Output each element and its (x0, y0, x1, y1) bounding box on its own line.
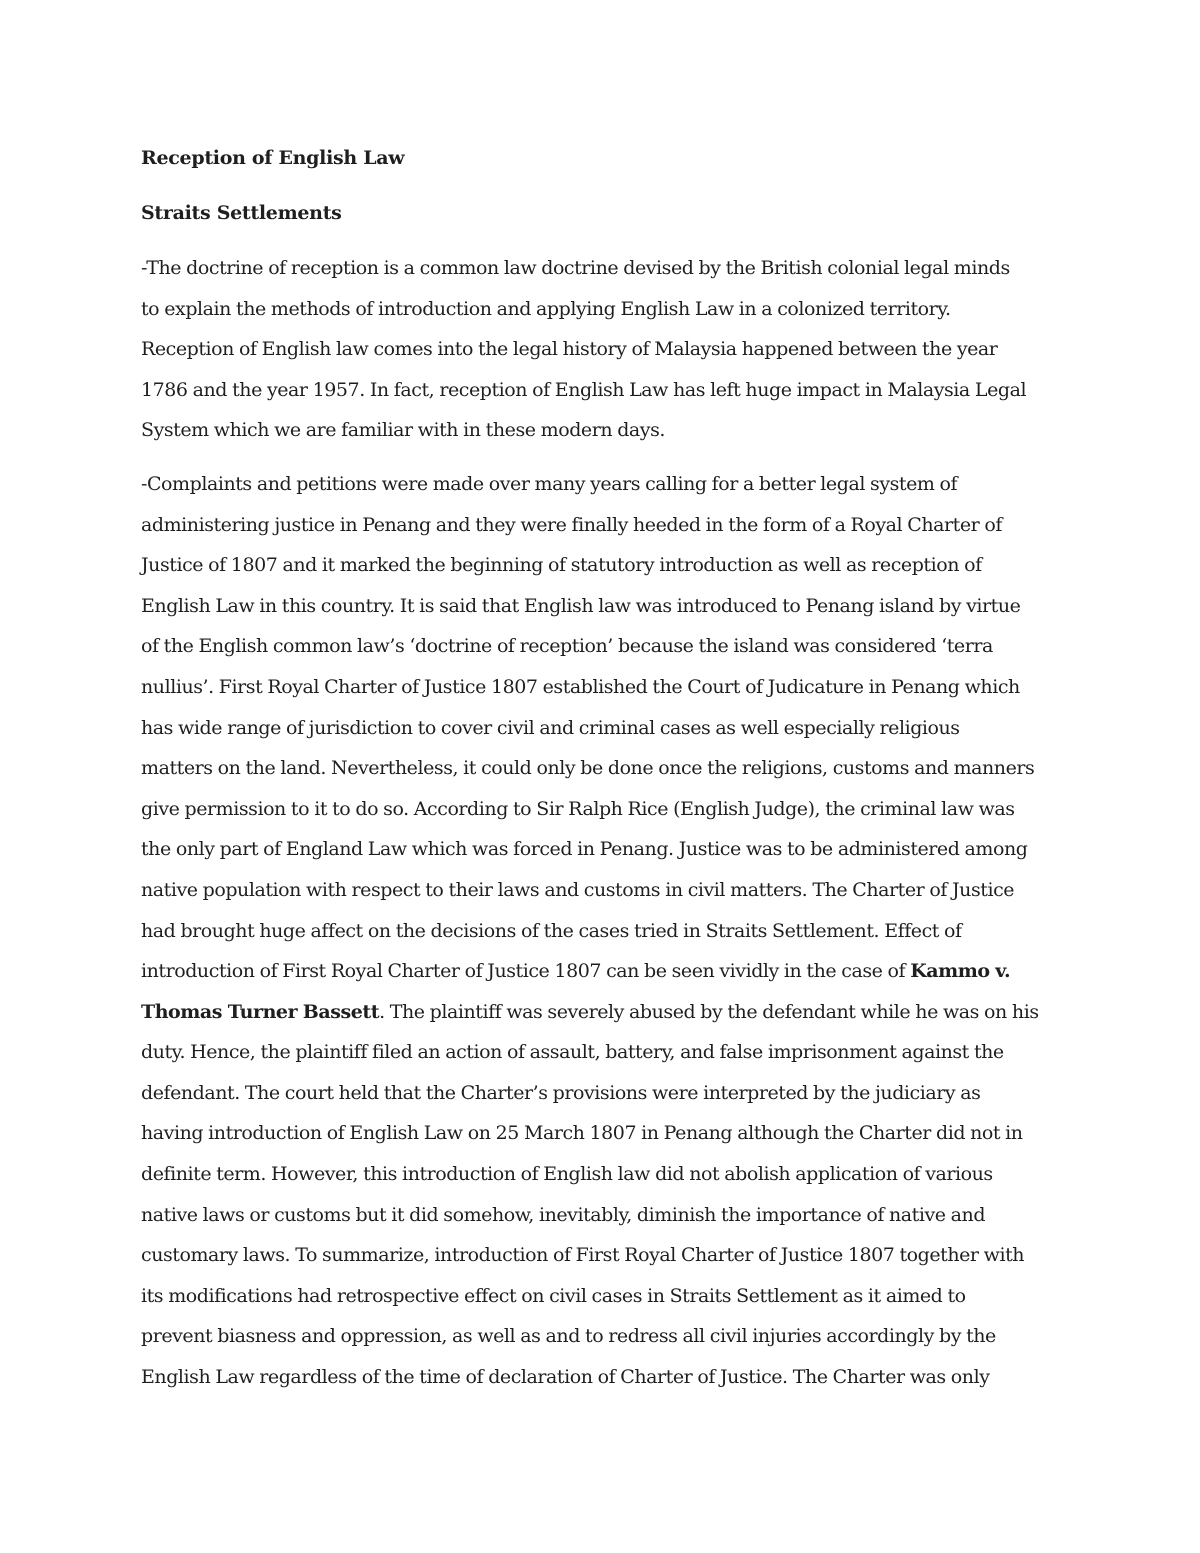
document-body (141, 138, 1066, 1398)
text-line: administering justice in Penang and they were finally heeded in the form of a Royal Charter of (141, 513, 1002, 536)
text-line: had brought huge affect on the decisions of the cases tried in Straits Settlement. Effect of (141, 919, 962, 942)
paragraph-doctrine-of-reception (141, 248, 1066, 451)
text-line: English Law regardless of the time of declaration of Charter of Justice. The Charter was only (141, 1366, 990, 1389)
text-line: give permission to it to do so. According to Sir Ralph Rice (English Judge), the criminal law was (141, 797, 1015, 820)
text-line: -Complaints and petitions were made over many years calling for a better legal system of (141, 472, 958, 495)
text-line: defendant. The court held that the Charter’s provisions were interpreted by the judiciary as (141, 1081, 981, 1104)
text-line: duty. Hence, the plaintiff filed an action of assault, battery, and false imprisonment against the (141, 1041, 1004, 1064)
text-line: definite term. However, this introduction of English law did not abolish application of various (141, 1163, 993, 1186)
text-line: the only part of England Law which was forced in Penang. Justice was to be administered among (141, 838, 1028, 861)
text-line: Justice of 1807 and it marked the beginning of statutory introduction as well as reception of (141, 554, 982, 577)
text-line: has wide range of jurisdiction to cover civil and criminal cases as well especially religious (141, 716, 960, 739)
text-line: having introduction of English Law on 25 March 1807 in Penang although the Charter did not in (141, 1122, 1023, 1145)
text-line: of the English common law’s ‘doctrine of reception’ because the island was considered ‘terra (141, 635, 993, 658)
case-name-part1: Kammo v. (910, 960, 1011, 983)
case-line-suffix: . The plaintiff was severely abused by the defendant while he was on his (379, 1000, 1039, 1023)
text-line: System which we are familiar with in these modern days. (141, 419, 665, 442)
case-line-prefix: introduction of First Royal Charter of Justice 1807 can be seen vividly in the case of (141, 960, 911, 983)
case-name-part2: Thomas Turner Bassett (141, 1000, 380, 1023)
text-line-case (141, 951, 1066, 992)
document-title: Reception of English Law (141, 147, 405, 169)
text-line: -The doctrine of reception is a common law doctrine devised by the British colonial legal minds (141, 257, 1010, 279)
text-line: to explain the methods of introduction and applying English Law in a colonized territory. (141, 297, 951, 320)
text-line: 1786 and the year 1957. In fact, reception of English Law has left huge impact in Malaysia Legal (141, 378, 1027, 401)
text-line-case (141, 992, 1066, 1033)
text-line: English Law in this country. It is said that English law was introduced to Penang island by virtue (141, 594, 1021, 617)
text-line: native population with respect to their laws and customs in civil matters. The Charter of Justice (141, 878, 1015, 901)
section-heading: Straits Settlements (141, 202, 342, 224)
text-line: Reception of English law comes into the legal history of Malaysia happened between the year (141, 338, 998, 361)
text-line: its modifications had retrospective effect on civil cases in Straits Settlement as it aimed to (141, 1284, 966, 1307)
text-line: native laws or customs but it did somehow, inevitably, diminish the importance of native and (141, 1203, 986, 1226)
text-line: prevent biasness and oppression, as well as and to redress all civil injuries accordingly by the (141, 1325, 996, 1348)
paragraph-royal-charter (141, 464, 1066, 1398)
text-line: customary laws. To summarize, introduction of First Royal Charter of Justice 1807 together with (141, 1244, 1025, 1267)
text-line: matters on the land. Nevertheless, it could only be done once the religions, customs and manners (141, 757, 1035, 780)
text-line: nullius’. First Royal Charter of Justice 1807 established the Court of Judicature in Penang which (141, 675, 1020, 698)
